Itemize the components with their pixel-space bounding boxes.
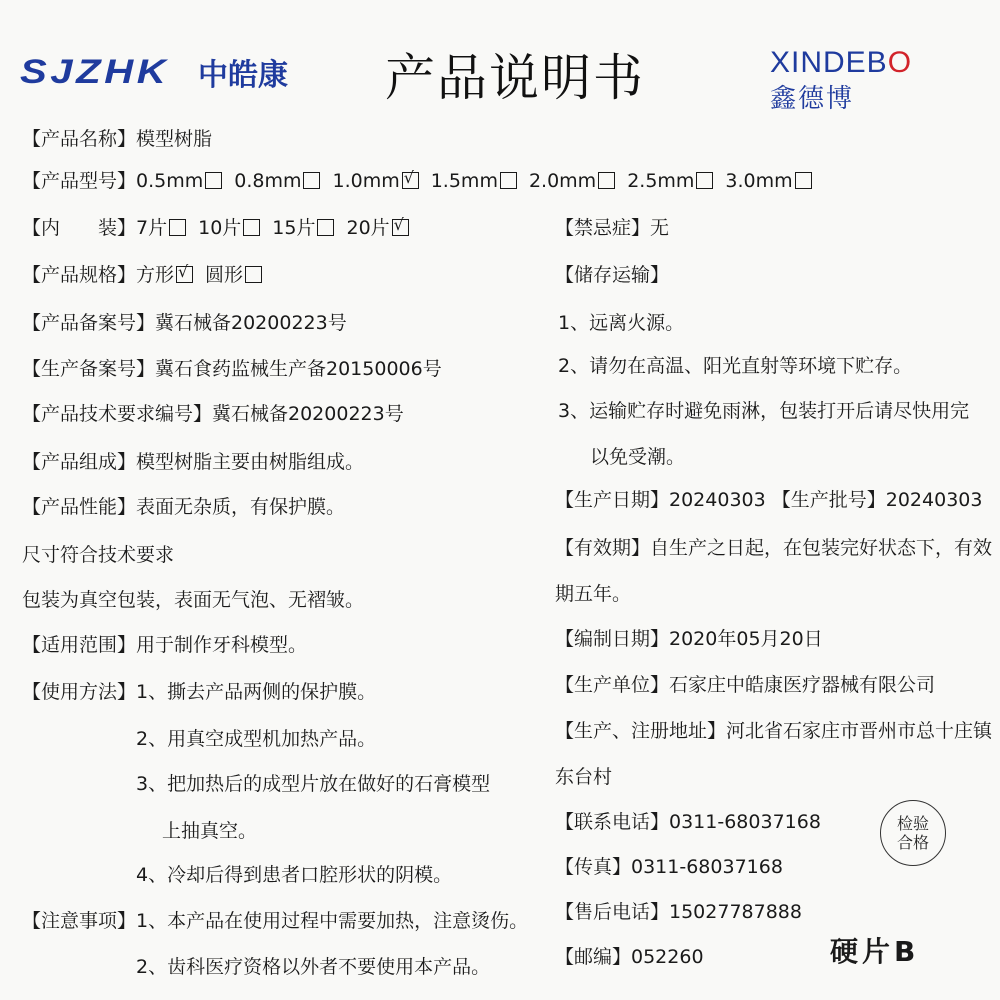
model-option-label: 2.0mm	[528, 170, 597, 192]
production-record-number: 【生产备案号】冀石食药监械生产备20150006号	[22, 358, 442, 380]
logo-xindebo-chinese: 鑫德博	[770, 84, 855, 114]
product-record-number: 【产品备案号】冀石械备20200223号	[22, 312, 347, 334]
checked-checkbox[interactable]	[402, 172, 419, 189]
unchecked-checkbox[interactable]	[205, 172, 222, 189]
checked-checkbox[interactable]	[392, 219, 409, 236]
product-name: 【产品名称】模型树脂	[22, 128, 213, 150]
storage-title: 【储存运输】	[555, 264, 670, 286]
unchecked-checkbox[interactable]	[243, 219, 260, 236]
package-option-label: 20片	[346, 217, 390, 239]
usage-step: 3、把加热后的成型片放在做好的石膏模型	[136, 773, 491, 795]
usage-step: 1、撕去产品两侧的保护膜。	[136, 681, 377, 703]
inspection-passed-stamp: 检验 合格	[880, 800, 946, 866]
model-option-label: 1.5mm	[430, 170, 498, 192]
logo-xindebo-latin: XINDEBO	[770, 46, 913, 79]
storage-item: 3、运输贮存时避免雨淋，包装打开后请尽快用完	[558, 400, 970, 422]
spec-option-label: 方形	[136, 264, 175, 286]
after-sales-phone: 【售后电话】15027787888	[555, 901, 802, 923]
unchecked-checkbox[interactable]	[169, 219, 186, 236]
storage-item: 1、远离火源。	[558, 312, 685, 334]
unchecked-checkbox[interactable]	[317, 219, 334, 236]
validity-period: 【有效期】自生产之日起，在包装完好状态下，有效	[555, 537, 993, 559]
logo-xindebo	[770, 46, 912, 115]
product-model-options	[136, 170, 824, 192]
spec-row	[22, 262, 274, 288]
usage-step: 4、冷却后得到患者口腔形状的阴模。	[136, 864, 453, 886]
unchecked-checkbox[interactable]	[598, 172, 615, 189]
hard-sheet-badge: 硬片B	[830, 935, 920, 968]
size-note: 尺寸符合技术要求	[22, 544, 175, 566]
product-model-label: 【产品型号】	[22, 170, 137, 192]
checked-checkbox[interactable]	[176, 266, 193, 283]
production-date-batch: 【生产日期】20240303 【生产批号】20240303	[555, 489, 983, 511]
model-option-label: 1.0mm	[332, 170, 400, 192]
caution-item: 1、本产品在使用过程中需要加热，注意烫伤。	[136, 910, 529, 932]
usage-step: 2、用真空成型机加热产品。	[136, 728, 377, 750]
usage-step-continued: 上抽真空。	[162, 820, 258, 842]
spec-options	[136, 264, 274, 286]
manufacturer: 【生产单位】石家庄中皓康医疗器械有限公司	[555, 674, 936, 696]
logo-sjzhk-latin: SJZHK	[20, 52, 170, 91]
unchecked-checkbox[interactable]	[795, 172, 812, 189]
page-title: 产品说明书	[385, 49, 645, 107]
package-option-label: 10片	[198, 217, 242, 239]
usage-label: 【使用方法】	[22, 681, 137, 703]
model-option-label: 0.5mm	[136, 170, 204, 192]
model-option-label: 2.5mm	[627, 170, 695, 192]
storage-item-continued: 以免受潮。	[590, 446, 686, 468]
model-option-label: 0.8mm	[234, 170, 302, 192]
compiled-date: 【编制日期】2020年05月20日	[555, 628, 823, 650]
logo-sjzhk-chinese: 中皓康	[198, 58, 288, 93]
application-scope: 【适用范围】用于制作牙科模型。	[22, 634, 308, 656]
caution-item: 2、齿科医疗资格以外者不要使用本产品。	[136, 956, 491, 978]
spec-label: 【产品规格】	[22, 264, 137, 286]
caution-label: 【注意事项】	[22, 910, 137, 932]
contact-phone: 【联系电话】0311-68037168	[555, 811, 821, 833]
unchecked-checkbox[interactable]	[696, 172, 713, 189]
product-performance: 【产品性能】表面无杂质，有保护膜。	[22, 496, 346, 518]
logo-sjzhk	[20, 50, 288, 94]
address-continued: 东台村	[555, 766, 613, 788]
contraindication: 【禁忌症】无	[555, 217, 670, 239]
unchecked-checkbox[interactable]	[303, 172, 320, 189]
postcode: 【邮编】052260	[555, 946, 704, 968]
product-composition: 【产品组成】模型树脂主要由树脂组成。	[22, 451, 365, 473]
fax: 【传真】0311-68037168	[555, 856, 783, 878]
model-option-label: 3.0mm	[725, 170, 793, 192]
technical-requirement-number: 【产品技术要求编号】冀石械备20200223号	[22, 403, 404, 425]
storage-item: 2、请勿在高温、阳光直射等环境下贮存。	[558, 355, 913, 377]
package-options	[136, 217, 421, 239]
package-option-label: 7片	[136, 217, 168, 239]
spec-option-label: 圆形	[205, 264, 244, 286]
unchecked-checkbox[interactable]	[500, 172, 517, 189]
package-label: 【内 装】	[22, 217, 137, 239]
unchecked-checkbox[interactable]	[245, 266, 262, 283]
packing-note: 包装为真空包装，表面无气泡、无褶皱。	[22, 589, 365, 611]
validity-period-continued: 期五年。	[555, 583, 632, 605]
package-row	[22, 215, 421, 241]
address: 【生产、注册地址】河北省石家庄市晋州市总十庄镇	[555, 720, 993, 742]
product-model-row	[22, 168, 824, 194]
package-option-label: 15片	[272, 217, 316, 239]
